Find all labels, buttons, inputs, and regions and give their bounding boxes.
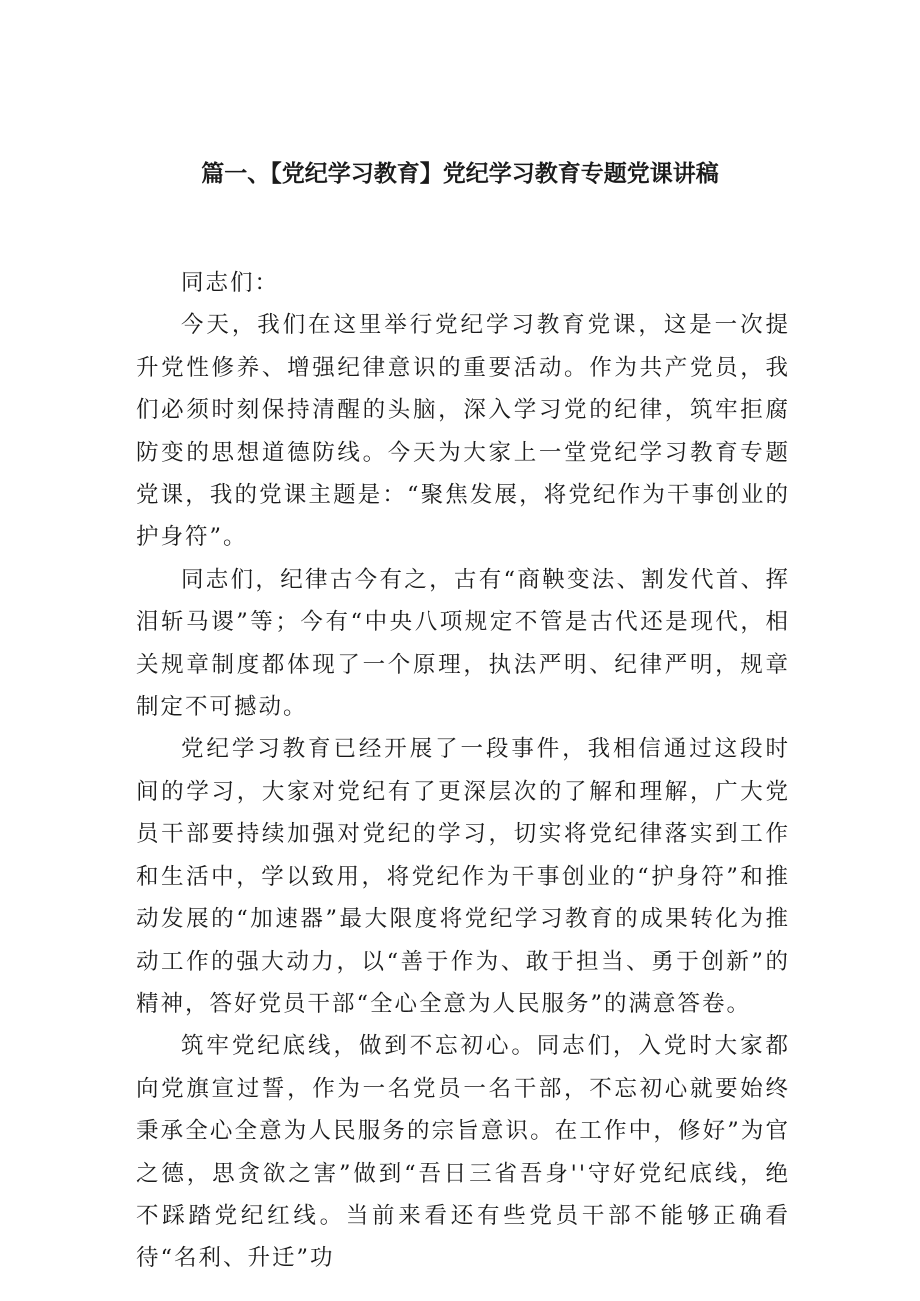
body-paragraph: 筑牢党纪底线，做到不忘初心。同志们，入党时大家都向党旗宣过誓，作为一名党员一名干部，不忘初心就要始终秉承全心全意为人民服务的宗旨意识。在工作中，修好”为官之德，思贪欲之害”做到“吾日三省吾身''守好党纪底线，绝不踩踏党纪红线。当前来看还有些党员干部不能够正确看待“名利、升迁”功 — [136, 1033, 790, 1272]
body-paragraph: 同志们，纪律古今有之，古有“商鞅变法、割发代首、挥泪斩马谡”等；今有“中央八项规定不管是古代还是现代，相关规章制度都体现了一个原理，执法严明、纪律严明，规章制定不可撼动。 — [136, 566, 790, 721]
document-body — [136, 262, 790, 1280]
document-title: 篇一、【党纪学习教育】党纪学习教育专题党课讲稿 — [201, 161, 719, 187]
body-paragraph: 党纪学习教育已经开展了一段事件，我相信通过这段时间的学习，大家对党纪有了更深层次的了解和理解，广大党员干部要持续加强对党纪的学习，切实将党纪律落实到工作和生活中，学以致用，将党纪作为干事创业的“护身符”和推动发展的“加速器”最大限度将党纪学习教育的成果转化为推动工作的强大动力，以“善于作为、敢于担当、勇于创新”的精神，答好党员干部“全心全意为人民服务”的满意答卷。 — [136, 736, 790, 1017]
body-paragraph: 今天，我们在这里举行党纪学习教育党课，这是一次提升党性修养、增强纪律意识的重要活动。作为共产党员，我们必须时刻保持清醒的头脑，深入学习党的纪律，筑牢拒腐防变的思想道德防线。今天为大家上一堂党纪学习教育专题党课，我的党课主题是：“聚焦发展，将党纪作为干事创业的护身符”。 — [136, 312, 790, 551]
salutation-paragraph: 同志们： — [181, 270, 280, 296]
